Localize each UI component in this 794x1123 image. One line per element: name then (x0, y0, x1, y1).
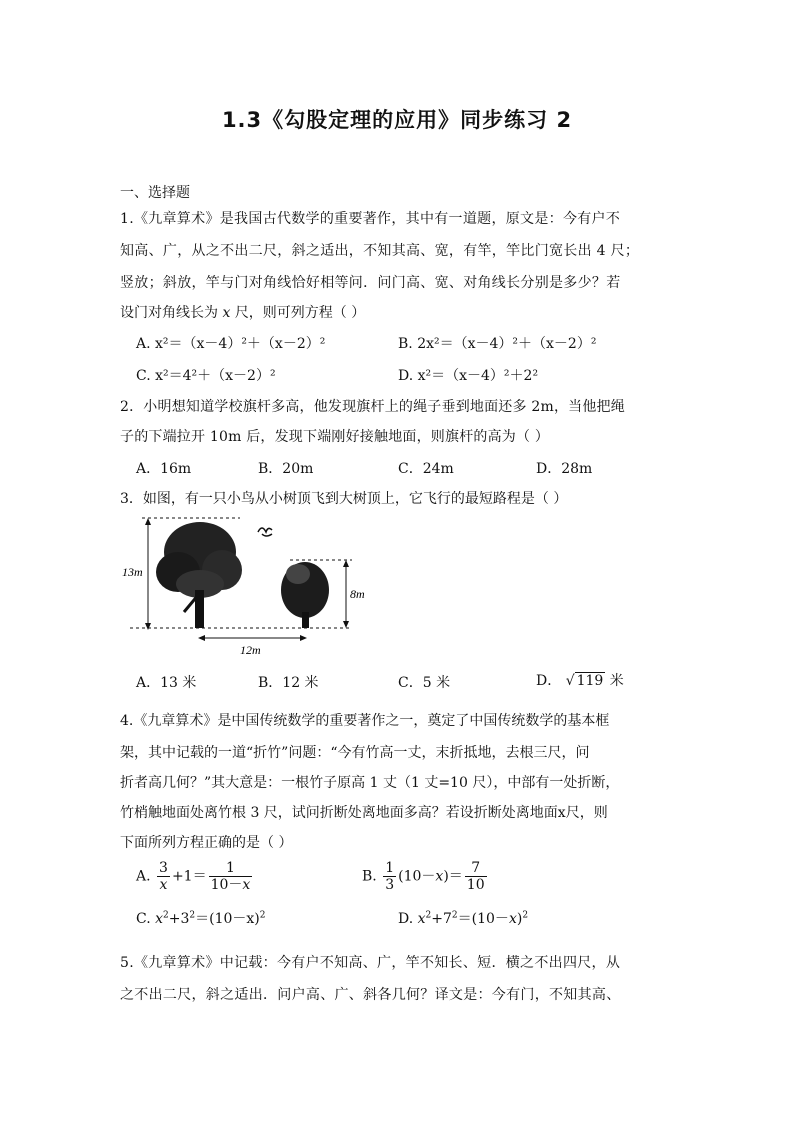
q3-option-d-unit: 米 (605, 673, 624, 689)
section-heading: 一、选择题 (120, 185, 190, 201)
q4-line-1: 4.《九章算术》是中国传统数学的重要著作之一，奠定了中国传统数学的基本框 (120, 713, 610, 729)
q1-line-4 (120, 302, 365, 322)
q4-option-c-label: C. (136, 911, 151, 927)
q5-line-1: 5.《九章算术》中记载：今有户不知高、广，竿不知长、短．横之不出四尺，从 (120, 955, 621, 971)
q1-line-2: 知高、广，从之不出二尺，斜之适出，不知其高、宽，有竿，竿比门宽长出 4 尺； (120, 243, 640, 259)
q1-option-b[interactable]: B. 2x²＝（x－4）²＋（x－2）² (398, 336, 597, 352)
q4-option-a[interactable]: A. $\frac{3}{x}$ +1＝ $\frac{1}{10-x}$ (136, 860, 251, 893)
bird-icon (258, 528, 272, 536)
tree-figure (120, 512, 370, 662)
q4-option-b[interactable]: B. $\frac{1}{3}$ (10－x)＝ $\frac{7}{10}$ (362, 860, 485, 893)
distance-label: 12m (240, 643, 261, 657)
q1-option-a[interactable]: A. x²＝（x－4）²＋（x－2）² (136, 336, 326, 352)
q2-line-2: 子的下端拉开 10m 后，发现下端刚好接触地面，则旗杆的高为（ ） (120, 429, 550, 445)
q4-option-c[interactable]: C. $x^2+3^2=(10-x)^2$ (136, 910, 266, 927)
small-tree-height-label: 8m (350, 587, 365, 601)
q3-option-a[interactable]: A．13 米 (136, 675, 197, 691)
q1-line-1: 1.《九章算术》是我国古代数学的重要著作，其中有一道题，原文是：今有户不 (120, 211, 621, 227)
q1-line-4-b: 尺，则可列方程（ ） (234, 305, 366, 321)
q3-option-d-label: D． (536, 673, 562, 689)
big-tree-height-label: 13m (122, 565, 143, 579)
small-tree-icon (281, 562, 329, 628)
q1-option-d[interactable]: D. x²＝（x－4）²＋2² (398, 368, 539, 384)
q1-line-3: 竖放；斜放，竿与门对角线恰好相等问．问门高、宽、对角线长分别是多少？若 (120, 275, 621, 291)
q4-line-2: 架，其中记载的一道“折竹”问题：“今有竹高一丈，末折抵地，去根三尺，问 (120, 745, 590, 761)
q3-option-b[interactable]: B．12 米 (258, 675, 319, 691)
q4-line-5: 下面所列方程正确的是（ ） (120, 835, 293, 851)
page-title: 1.3《勾股定理的应用》同步练习 2 (221, 108, 573, 132)
q3-option-c[interactable]: C．5 米 (398, 675, 451, 691)
big-tree-icon (156, 522, 242, 628)
q4-option-a-label: A. (136, 868, 151, 885)
q3-option-d[interactable] (536, 670, 624, 690)
q1-variable: x (222, 305, 231, 321)
q1-line-4-a: 设门对角线长为 (120, 305, 218, 321)
q2-line-1: 2．小明想知道学校旗杆多高，他发现旗杆上的绳子垂到地面还多 2m，当他把绳 (120, 399, 625, 415)
q2-option-a[interactable]: A．16m (136, 461, 192, 477)
q2-option-d[interactable]: D．28m (536, 461, 593, 477)
q4-line-3: 折者高几何？”其大意是：一根竹子原高 1 丈（1 丈=10 尺），中部有一处折断， (120, 775, 620, 791)
sqrt-icon: √ (565, 673, 575, 689)
q4-option-b-label: B. (362, 868, 377, 885)
q4-option-d-label: D. (398, 911, 414, 927)
q4-option-d[interactable]: D. $x^2+7^2=(10-x)^2$ (398, 910, 529, 927)
q3-option-d-radicand: 119 (576, 673, 604, 689)
q3-text: 3．如图，有一只小鸟从小树顶飞到大树顶上，它飞行的最短路程是（ ） (120, 491, 568, 507)
q2-option-b[interactable]: B．20m (258, 461, 314, 477)
q2-option-c[interactable]: C．24m (398, 461, 454, 477)
q4-line-4: 竹梢触地面处离竹根 3 尺，试问折断处离地面多高？若设折断处离地面x尺，则 (120, 805, 608, 821)
q1-option-c[interactable]: C. x²＝4²＋（x－2）² (136, 368, 276, 384)
q5-line-2: 之不出二尺，斜之适出．问户高、广、斜各几何？译文是：今有门，不知其高、 (120, 987, 621, 1003)
